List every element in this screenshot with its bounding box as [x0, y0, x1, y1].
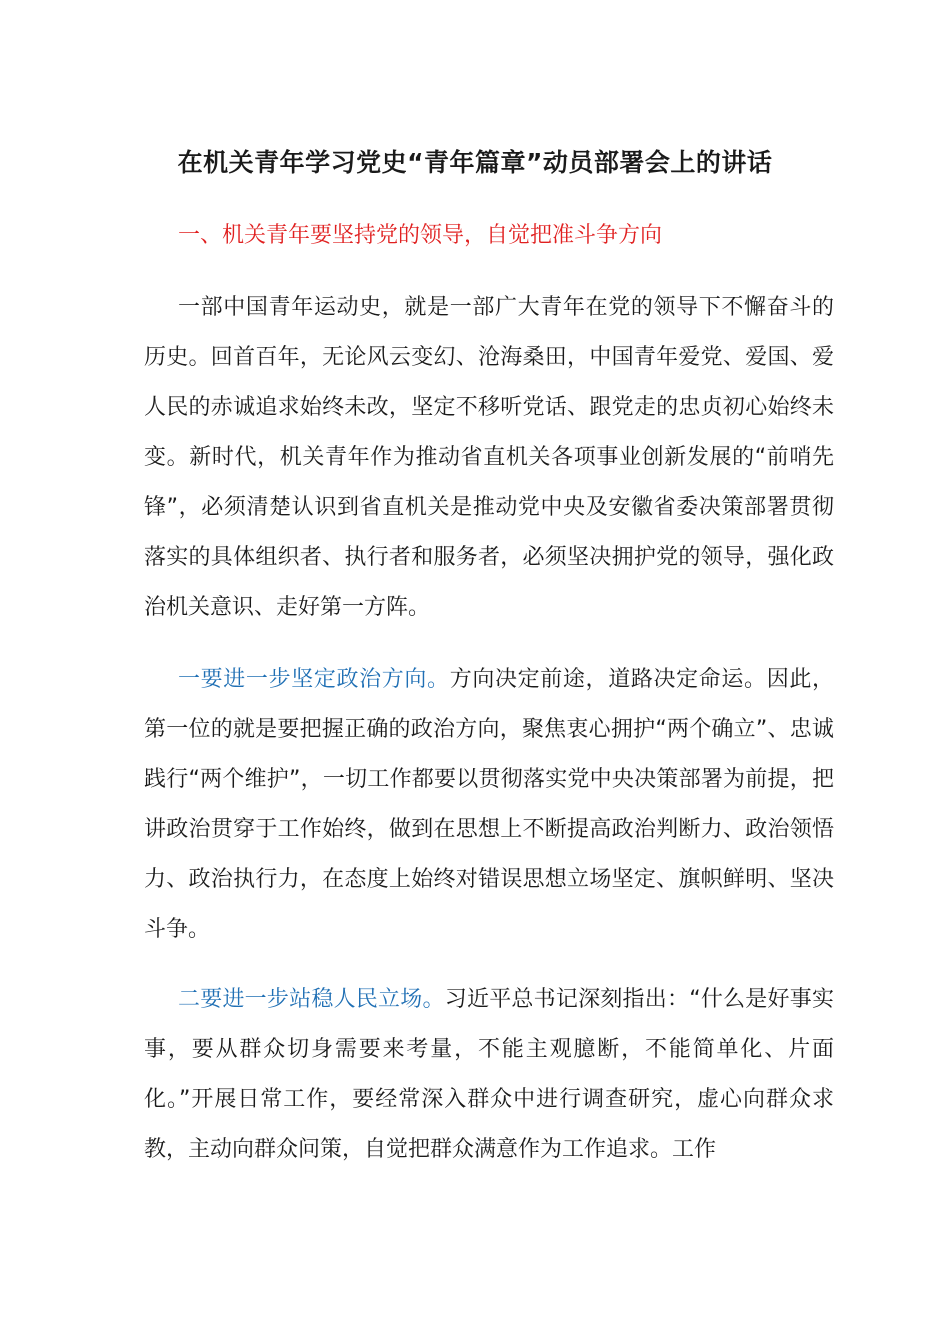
section-heading: 一、机关青年要坚持党的领导，自觉把准斗争方向: [178, 223, 663, 248]
paragraph-3: [144, 975, 834, 1175]
paragraph-2-lead: 一要进一步坚定政治方向。: [178, 667, 450, 692]
paragraph-2: [144, 655, 834, 955]
paragraph-1: [144, 283, 834, 633]
paragraph-3-text: 习近平总书记深刻指出：“什么是好事实事，要从群众切身需要来考量，不能主观臆断，不能简单化、片面化。”开展日常工作，要经常深入群众中进行调查研究，虚心向群众求教，主动向群众问策，自觉把群众满意作为工作追求。工作: [144, 987, 834, 1162]
paragraph-2-text: 方向决定前途，道路决定命运。因此，第一位的就是要把握正确的政治方向，聚焦衷心拥护“两个确立”、忠诚践行“两个维护”，一切工作都要以贯彻落实党中央决策部署为前提，把讲政治贯穿于工作始终，做到在思想上不断提高政治判断力、政治领悟力、政治执行力，在态度上始终对错误思想立场坚定、旗帜鲜明、坚决斗争。: [144, 667, 834, 942]
paragraph-3-lead: 二要进一步站稳人民立场。: [178, 987, 445, 1012]
document-title: 在机关青年学习党史“青年篇章”动员部署会上的讲话: [177, 148, 773, 177]
paragraph-1-text: 一部中国青年运动史，就是一部广大青年在党的领导下不懈奋斗的历史。回首百年，无论风云变幻、沧海桑田，中国青年爱党、爱国、爱人民的赤诚追求始终未改，坚定不移听党话、跟党走的忠贞初心始终未变。新时代，机关青年作为推动省直机关各项事业创新发展的“前哨先锋”，必须清楚认识到省直机关是推动党中央及安徽省委决策部署贯彻落实的具体组织者、执行者和服务者，必须坚决拥护党的领导，强化政治机关意识、走好第一方阵。: [144, 295, 834, 620]
